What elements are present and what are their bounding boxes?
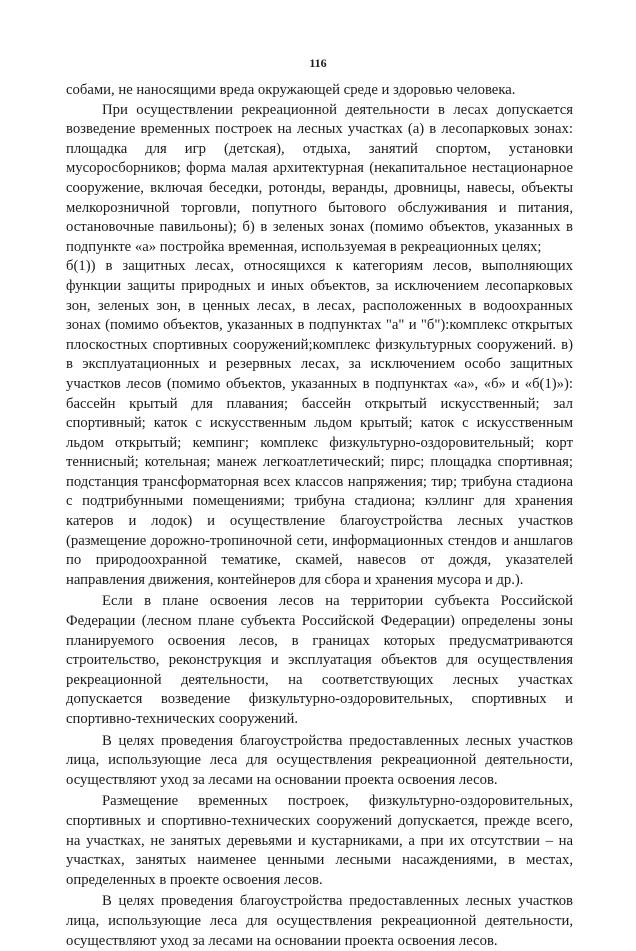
paragraph-improvement-care-repeat: В целях проведения благоустройства предоставленных лесных участков лица, использующие леса для осуществления рекреационной деятельности, осуществляют уход за лесами на основании проекта освоения лесов. bbox=[66, 893, 573, 949]
paragraph-improvement-care: В целях проведения благоустройства предоставленных лесных участков лица, использующие леса для осуществления рекреационной деятельности, осуществляют уход за лесами на основании проекта освоения лесов. bbox=[66, 732, 573, 788]
body-text bbox=[66, 81, 573, 951]
paragraph-forest-plan-zones: Если в плане освоения лесов на территории субъекта Российской Федерации (лесном плане субъекта Российской Федерации) определены зоны планируемого освоения лесов, в границах которых предусматриваются строительство, реконструкция и эксплуатация объектов для осуществления рекреационной деятельности, на соответствующих лесных участках допускается возведение физкультурно-оздоровительных, спортивных и спортивно-технических сооружений. bbox=[66, 593, 573, 727]
paragraph-placement-rules: Размещение временных построек, физкультурно-оздоровительных, спортивных и спортивно-технических сооружений допускается, прежде всего, на участках, не занятых деревьями и кустарниками, а при их отсутствии – на участках, занятых наименее ценными лесными насаждениями, в местах, определенных в проекте освоения лесов. bbox=[66, 793, 573, 888]
paragraph-protective-forests: б(1)) в защитных лесах, относящихся к категориям лесов, выполняющих функции защиты природных и иных объектов, за исключением лесопарковых зон, зеленых зон, в ценных лесах, в лесах, расположенных в водоохранных зонах (помимо объектов, указанных в подпунктах "а" и "б"):комплекс открытых плоскостных спортивных сооружений;комплекс физкультурных сооружений. в) в эксплуатационных и резервных лесах, за исключением особо защитных участков лесов (помимо объектов, указанных в подпунктах «а», «б» и «б(1)»): бассейн крытый для плавания; бассейн открытый искусственный; зал спортивный; каток с искусственным льдом крытый; каток с искусственным льдом открытый; кемпинг; комплекс физкультурно-оздоровительный; корт теннисный; котельная; манеж легкоатлетический; пирс; площадка спортивная; подстанция трансформаторная всех классов напряжения; тир; трибуна стадиона с подтрибунными помещениями; трибуна стадиона; кэллинг для хранения катеров и лодок) и осуществление благоустройства лесных участков (размещение дорожно-тропиночной сети, информационных стендов и аншлагов по природоохранной тематике, скамей, навесов от дождя, указателей направления движения, контейнеров для сбора и хранения мусора и др.). bbox=[66, 258, 573, 588]
paragraph-temporary-buildings: При осуществлении рекреационной деятельности в лесах допускается возведение временных построек на лесных участках (а) в лесопарковых зонах: площадка для игр (детская), отдыха, занятий спортом, установки мусоросборников; форма малая архитектурная (некапитальное нестационарное сооружение, включая беседки, ротонды, веранды, дровницы, навесы, объекты мелкорозничной торговли, попутного бытового обслуживания и питания, остановочные павильоны); б) в зеленых зонах (помимо объектов, указанных в подпункте «а» постройка временная, используемая в рекреационных целях; bbox=[66, 101, 573, 255]
paragraph-continuation: собами, не наносящими вреда окружающей среде и здоровью человека. bbox=[66, 82, 516, 98]
page-number: 116 bbox=[309, 56, 327, 70]
